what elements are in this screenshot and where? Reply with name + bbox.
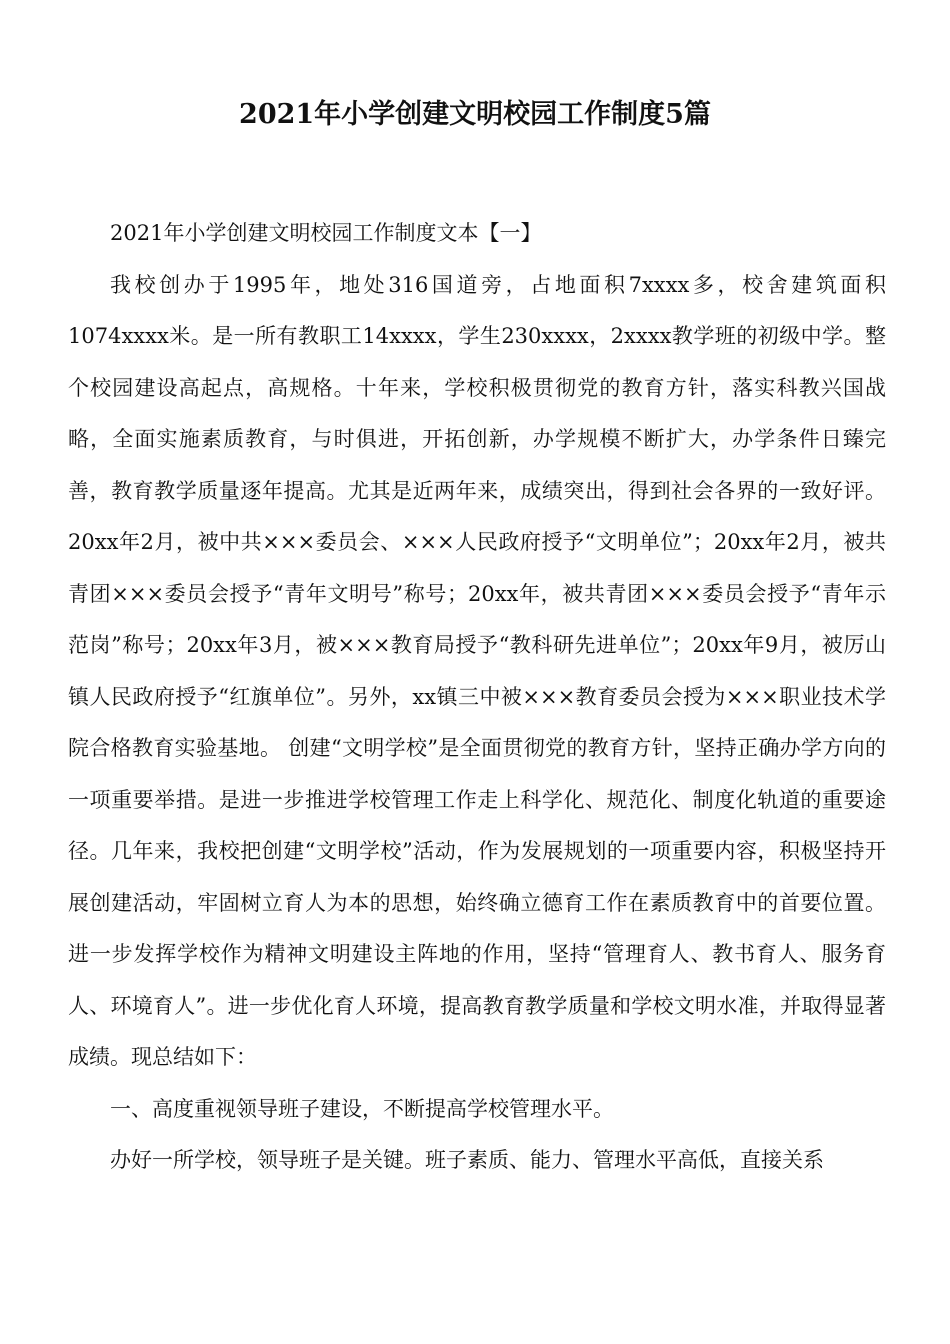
document-title: 2021年小学创建文明校园工作制度5篇 xyxy=(239,99,711,130)
body-paragraph: 我校创办于1995年，地处316国道旁，占地面积7xxxx多，校舍建筑面积1074xxxx米。是一所有教职工14xxxx，学生230xxxx，2xxxx教学班的初级中学。整个校园建设高起点，高规格。十年来，学校积极贯彻党的教育方针，落实科教兴国战略，全面实施素质教育，与时俱进，开拓创新，办学规模不断扩大，办学条件日臻完善，教育教学质量逐年提高。尤其是近两年来，成绩突出，得到社会各界的一致好评。20xx年2月，被中共×××委员会、×××人民政府授予“文明单位”；20xx年2月，被共青团×××委员会授予“青年文明号”称号；20xx年，被共青团×××委员会授予“青年示范岗”称号；20xx年3月，被×××教育局授予“教科研先进单位”；20xx年9月，被厉山镇人民政府授予“红旗单位”。另外，xx镇三中被×××教育委员会授为×××职业技术学院合格教育实验基地。 创建“文明学校”是全面贯彻党的教育方针，坚持正确办学方向的一项重要举措。是进一步推进学校管理工作走上科学化、规范化、制度化轨道的重要途径。几年来，我校把创建“文明学校”活动，作为发展规划的一项重要内容，积极坚持开展创建活动，牢固树立育人为本的思想，始终确立德育工作在素质教育中的首要位置。进一步发挥学校作为精神文明建设主阵地的作用，坚持“管理育人、教书育人、服务育人、环境育人”。进一步优化育人环境，提高教育教学质量和学校文明水准，并取得显著成绩。现总结如下： xyxy=(68,272,886,1069)
document-body xyxy=(68,208,886,1187)
section-heading: 2021年小学创建文明校园工作制度文本【一】 xyxy=(110,221,542,245)
body-paragraph: 办好一所学校，领导班子是关键。班子素质、能力、管理水平高低，直接关系 xyxy=(110,1148,824,1172)
subsection-heading: 一、高度重视领导班子建设，不断提高学校管理水平。 xyxy=(110,1096,614,1121)
